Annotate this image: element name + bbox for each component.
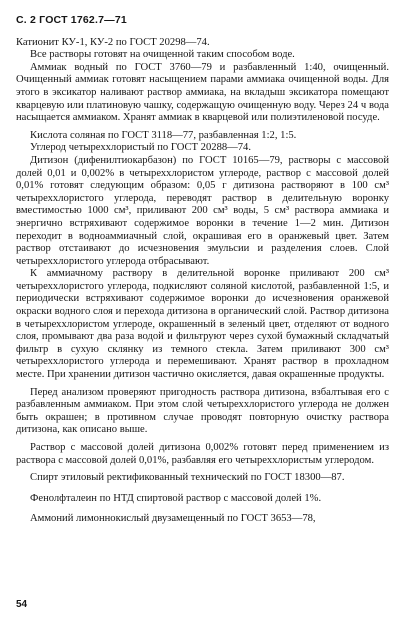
paragraph-hydrochloric-acid: Кислота соляная по ГОСТ 3118—77, разбавленная 1:2, 1:5.: [30, 129, 297, 141]
page-header: С. 2 ГОСТ 1762.7—71: [16, 14, 127, 26]
page-number: 54: [16, 599, 28, 611]
paragraph-ethyl-alcohol: Спирт этиловый ректификованный технический по ГОСТ 18300—87.: [30, 472, 345, 484]
paragraph-ammonia: Аммиак водный по ГОСТ 3760—79 и разбавленный 1:40, очищенный. Очищенный аммиак готовят насыщением парами аммиака очищенной воды. Для этого в эксикатор наливают раствор аммиака, на вкладыш эксикатора помещают кварцевую или платиновую чашку, содержащую очищенную воду. Через 24 ч вода насыщается аммиаком. Хранят аммиак в кварцевой или полиэтиленовой посуде.: [16, 61, 389, 124]
paragraph-solutions-water: Все растворы готовят на очищенной таким способом воде.: [30, 49, 295, 61]
paragraph-dithizone: Дитизон (дифенилтиокарбазон) по ГОСТ 10165—79, растворы с массовой долей 0,01 и 0,002% в четыреххлористом углероде, раствор с массовой долей 0,01% готовят следующим образом: 0,05 г дитизона растворяют в 100 см³ четыреххлористого углерода, переводят раствор в делительную воронку вместимостью 1000 см³, приливают 200 см³ воды, 5 см³ раствора аммиака и энергично встряхивают содержимое воронки в течение 1—2 мин. Дитизон переходит в водноаммиачный слой, окрашивая его в оранжевый цвет. Затем раствор отстаивают до исчезновения эмульсии и разделения слоев. Слой четыреххлористого углерода отбрасывают.: [16, 154, 389, 267]
paragraph-carbon-tetrachloride: Углерод четыреххлористый по ГОСТ 20288—74.: [30, 142, 251, 154]
paragraph-suitability-check: Перед анализом проверяют пригодность раствора дитизона, взбалтывая его с разбавленным аммиаком. При этом слой четыреххлористого углерода не должен быть окрашен; в противном случае проводят повторную очистку раствора дитизона, как описано выше.: [16, 386, 389, 436]
paragraph-ammonia-solution: К аммиачному раствору в делительной воронке приливают 200 см³ четыреххлористого углерода, подкисляют соляной кислотой, разбавленной 1:5, и периодически встряхивают содержимое воронки до исчезновения оранжевой окраски водного слоя и перехода дитизона в органический слой. Раствор дитизона в четыреххлористом углероде, окрашенный в зеленый цвет, отделяют от водного слоя, промывают два раза водой и фильтруют через сухой бумажный складчатый фильтр в сухую склянку из темного стекла. Затем приливают 300 см³ четыреххлористого углерода и перемешивают. Хранят раствор в прохладном месте. При хранении дитизон частично окисляется, давая окрашенные продукты.: [16, 268, 389, 381]
paragraph-dithizone-dilution: Раствор с массовой долей дитизона 0,002% готовят перед применением из раствора с массовой долей 0,01%, разбавляя его четыреххлористым углеродом.: [16, 442, 389, 466]
paragraph-ammonium-citrate: Аммоний лимоннокислый двузамещенный по ГОСТ 3653—78,: [30, 513, 316, 525]
paragraph-phenolphthalein: Фенолфталеин по НТД спиртовой раствор с массовой долей 1%.: [30, 492, 322, 504]
paragraph-cationite: Катионит КУ-1, КУ-2 по ГОСТ 20298—74.: [16, 36, 210, 48]
